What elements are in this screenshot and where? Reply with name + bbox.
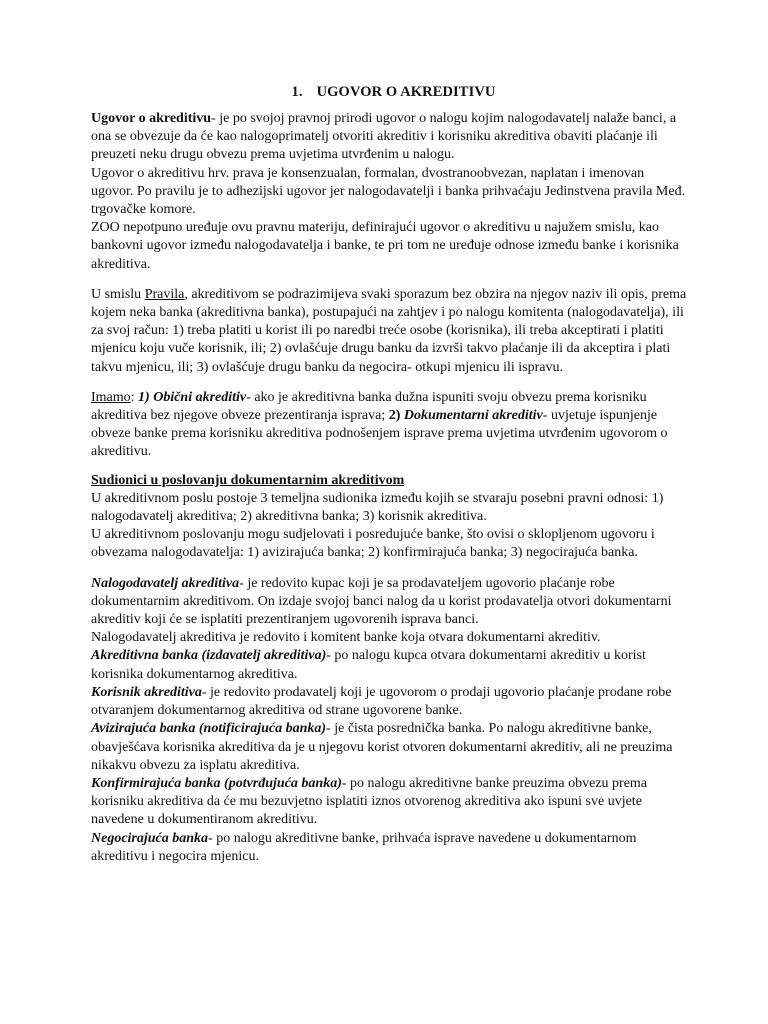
definition-term: Akreditivna banka (izdavatelj akreditiva) xyxy=(91,648,327,664)
imamo-label: Imamo xyxy=(91,389,131,405)
definition-text: - je redovito kupac koji je sa prodavateljem ugovorio plaćanje robe dokumentarnim akreditivom. On izdaje svojoj banci nalog da u korist prodavatelja otvori dokumentarni akreditiv koji će se isplatiti prezentiranjem ugovorenih isprava banci. xyxy=(91,575,672,628)
page-title xyxy=(91,84,688,101)
pravila-text: , akreditivom se podrazimijeva svaki sporazum bez obzira na njegov naziv ili opis, prema kojem neka banka (akreditivna banka), postupajući na zahtjev i po nalogu komitenta (nalogodavatelja), ili za svoj račun: 1) treba platiti u korist ili po naredbi treće osobe (korisnika), ili treba akceptirati i platiti mjenicu koju vuče korisnik, ili; 2) ovlašćuje drugu banku da izvrši takvo plaćanje ili da akceptira i plati takvu mjenicu, ili; 3) ovlašćuje drugu banku da negocira- otkupi mjenicu ili ispravu. xyxy=(91,286,687,375)
sudionici-paragraph-1: U akreditivnom poslu postoje 3 temeljna sudionika između kojih se stvaraju posebni pravni odnosi: 1) nalogodavatelj akreditiva; 2) akreditivna banka; 3) korisnik akreditiva. xyxy=(91,490,664,525)
intro-definition: - je po svojoj pravnoj prirodi ugovor o nalogu kojim nalogodavatelj nalaže banci, a ona se obvezuje da će kao nalogoprimatelj otvoriti akreditiv i korisniku akreditiva obaviti plaćanje ili preuzeti neku drugu obvezu prema uvjetima utvrđenim u nalogu. xyxy=(91,111,677,163)
obicni-akreditiv-term: 1) Obični akreditiv xyxy=(138,389,247,405)
definition-term: Negocirajuća banka xyxy=(91,830,209,846)
obicni-akreditiv-text: - ako je akreditivna banka dužna ispuniti svoju obvezu prema korisniku akreditiva bez njegove obveze prezentiranja isprava; xyxy=(91,389,647,424)
definition-text: - po nalogu kupca otvara dokumentarni akreditiv u korist korisnika dokumentarnog akreditiva. xyxy=(91,648,646,682)
imamo-paragraph xyxy=(91,389,688,462)
definition-item xyxy=(91,647,688,683)
imamo-sep: : xyxy=(130,389,139,405)
intro-paragraph-3: ZOO nepotpuno uređuje ovu pravnu materiju, definirajući ugovor o akreditivu u najužem smislu, kao bankovni ugovor između nalogodavatelja i banke, te pri tom ne uređuje odnose između banke i korisnika akreditiva. xyxy=(91,220,679,272)
definition-text: - je čista posrednička banka. Po nalogu akreditivne banke, obavješćava korisnika akreditiva da je u njegovu korist otvoren dokumentarni akreditiv, ali ne preuzima nikakvu obvezu za isplatu akreditiva. xyxy=(91,721,673,773)
definition-term: Nalogodavatelj akreditiva xyxy=(91,575,240,591)
definition-text: - po nalogu akreditivne banke preuzima obvezu prema korisniku akreditiva da će mu bezuvjetno isplatiti iznos otvorenog akreditiva ako ispuni sve uvjete navedene u dokumentiranom akreditivu. xyxy=(91,775,648,828)
definition-term: Konfirmirajuća banka (potvrđujuća banka) xyxy=(91,775,342,791)
item2-number: 2) xyxy=(388,408,404,424)
definitions-list xyxy=(91,575,688,866)
definition-item xyxy=(91,629,688,647)
title-number: 1. xyxy=(291,84,303,100)
pravila-paragraph xyxy=(91,286,688,377)
sudionici-heading: Sudionici u poslovanju dokumentarnim akreditivom xyxy=(91,472,405,488)
definition-item xyxy=(91,775,688,830)
dokumentarni-akreditiv-term: Dokumentarni akreditiv xyxy=(403,408,543,424)
title-text: UGOVOR O AKREDITIVU xyxy=(316,84,496,100)
definition-text: - po nalogu akreditivne banke, prihvaća isprave navedene u dokumentarnom akreditivu i negocira mjenicu. xyxy=(91,830,637,864)
definition-term: Avizirajuća banka (notificirajuća banka) xyxy=(91,721,327,737)
definition-text: Nalogodavatelj akreditiva je redovito i komitent banke koja otvara dokumentarni akreditiv. xyxy=(91,630,601,646)
definition-text: - je redovito prodavatelj koji je ugovorom o prodaji ugovorio plaćanje prodane robe otvaranjem dokumentarnog akreditiva od strane ugovorene banke. xyxy=(91,684,672,719)
intro-paragraph-2: Ugovor o akreditivu hrv. prava je konsenzualan, formalan, dvostranoobvezan, naplatan i imenovan ugovor. Po pravilu je to adhezijski ugovor jer nalogodavatelji i banka prihvaćaju Jedinstvena pravila Međ. trgovačke komore. xyxy=(91,165,686,218)
pravila-prefix: U smislu xyxy=(91,286,145,302)
definition-item xyxy=(91,575,688,630)
definition-item xyxy=(91,830,688,866)
intro-term: Ugovor o akreditivu xyxy=(91,111,212,126)
definition-item xyxy=(91,684,688,720)
pravila-link: Pravila xyxy=(144,286,185,302)
definition-term: Korisnik akreditiva xyxy=(91,684,202,700)
definition-item xyxy=(91,720,688,775)
intro-paragraph xyxy=(91,110,688,165)
sudionici-paragraph-2: U akreditivnom poslovanju mogu sudjelovati i posredujuće banke, što ovisi o sklopljenom ugovoru i obvezama nalogodavatelja: 1) avizirajuća banka; 2) konfirmirajuća banka; 3) negocirajuća banka. xyxy=(91,527,655,561)
dokumentarni-akreditiv-text: - uvjetuje ispunjenje obveze banke prema korisniku akreditiva podnošenjem isprave prema uvjetima utvrđenim ugovorom o akreditivu. xyxy=(91,408,668,460)
